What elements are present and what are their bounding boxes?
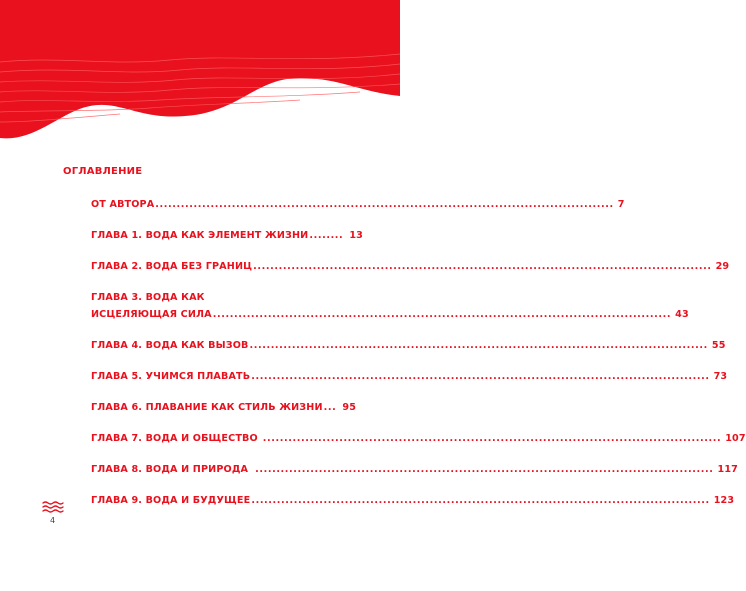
toc-entry[interactable] <box>91 309 689 323</box>
toc-entry-label: ГЛАВА 8. ВОДА И ПРИРОДА <box>91 464 249 475</box>
toc-entry-label: ГЛАВА 5. УЧИМСЯ ПЛАВАТЬ <box>91 371 251 382</box>
toc-entry[interactable] <box>91 340 726 354</box>
toc-leader-dots: ... <box>323 402 337 413</box>
toc-entry[interactable] <box>91 230 363 244</box>
toc-leader-dots: ............................................................................................................ <box>251 371 710 382</box>
toc-entry[interactable] <box>91 464 738 478</box>
toc-entry-page: 123 <box>713 495 735 506</box>
toc-entry-label: ГЛАВА 6. ПЛАВАНИЕ КАК СТИЛЬ ЖИЗНИ <box>91 402 323 413</box>
toc-leader-dots: ............................................................................................................ <box>255 464 714 475</box>
toc-entry-label: ГЛАВА 7. ВОДА И ОБЩЕСТВО <box>91 433 258 444</box>
waves-icon <box>42 500 64 514</box>
toc-entry-page: 43 <box>675 309 689 320</box>
toc-entry-label-line1: ГЛАВА 3. ВОДА КАК <box>91 292 205 303</box>
page-number: 4 <box>50 516 56 525</box>
toc-entry-page: 107 <box>725 433 746 444</box>
toc-heading: ОГЛАВЛЕНИЕ <box>63 166 143 177</box>
toc-leader-dots: ............................................................................................................ <box>262 433 722 444</box>
toc-entry-label: ИСЦЕЛЯЮЩАЯ СИЛА <box>91 309 212 320</box>
toc-entry-label: ГЛАВА 9. ВОДА И БУДУЩЕЕ <box>91 495 251 506</box>
toc-leader-dots: ........ <box>309 230 344 241</box>
toc-entry-page: 117 <box>717 464 738 475</box>
toc-entry-label: ГЛАВА 1. ВОДА КАК ЭЛЕМЕНТ ЖИЗНИ <box>91 230 309 241</box>
toc-leader-dots: ............................................................................................................ <box>249 340 708 351</box>
toc-entry-page: 7 <box>617 199 625 210</box>
toc-entry-label: ГЛАВА 4. ВОДА КАК ВЫЗОВ <box>91 340 249 351</box>
toc-entry-page: 55 <box>711 340 726 351</box>
toc-entry[interactable] <box>91 199 625 213</box>
toc-entry[interactable] <box>91 433 746 447</box>
toc-entry[interactable] <box>91 402 357 416</box>
toc-entry-label: ГЛАВА 2. ВОДА БЕЗ ГРАНИЦ <box>91 261 253 272</box>
toc-leader-dots: ............................................................................................................ <box>212 309 672 320</box>
toc-entry-page: 73 <box>713 371 728 382</box>
toc-leader-dots: ............................................................................................................ <box>253 261 712 272</box>
toc-entry-label: ОТ АВТОРА <box>91 199 155 210</box>
toc-leader-dots: ............................................................................................................ <box>251 495 710 506</box>
toc-entry[interactable] <box>91 495 735 509</box>
toc-entry-page: 29 <box>715 261 730 272</box>
toc-entry-page: 13 <box>349 230 363 241</box>
toc-entry[interactable] <box>91 371 728 385</box>
toc-leader-dots: ............................................................................................................ <box>155 199 614 210</box>
toc-entry-page: 95 <box>342 402 357 413</box>
toc-entry[interactable] <box>91 261 730 275</box>
